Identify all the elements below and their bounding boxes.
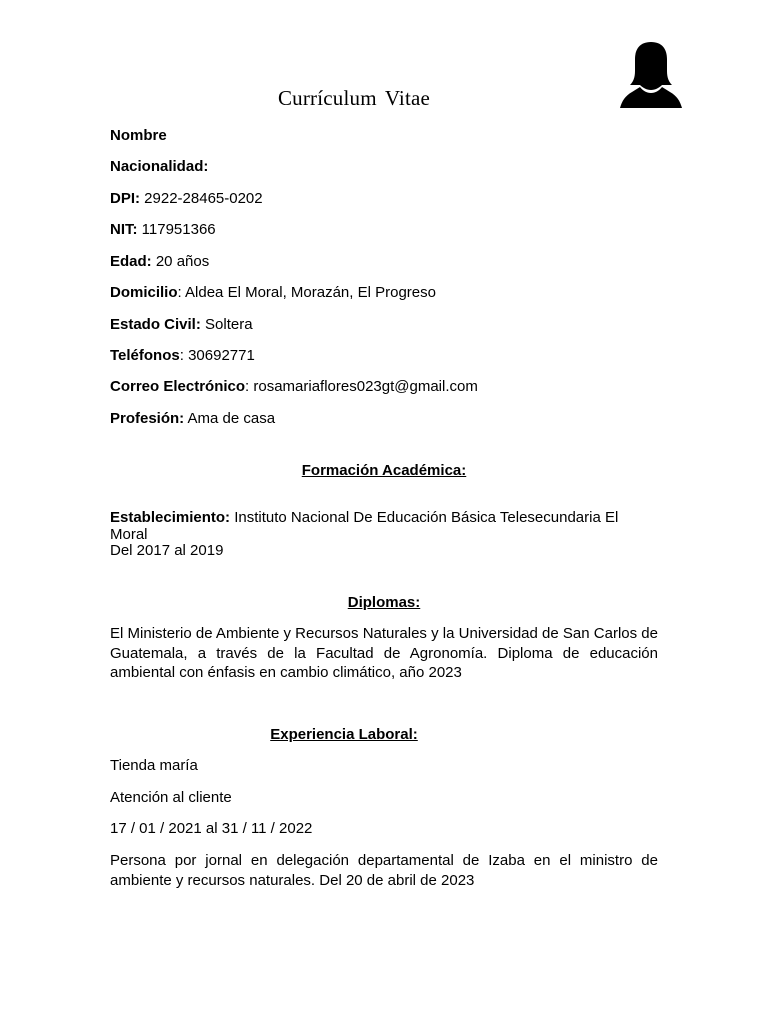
field-label: Establecimiento:: [110, 509, 231, 526]
page-title: Currículum Vitae: [277, 86, 431, 110]
person-silhouette-icon: [618, 40, 684, 110]
field-profesion: [110, 410, 670, 428]
field-label: NIT:: [110, 221, 138, 238]
formacion-period: Del 2017 al 2019: [110, 542, 224, 559]
formacion-entry: [110, 510, 658, 560]
field-value: Aldea El Moral, Morazán, El Progreso: [185, 284, 436, 301]
field-label: Nombre: [110, 127, 167, 144]
field-value: 117951366: [141, 221, 216, 238]
field-label: Teléfonos: [110, 347, 180, 364]
field-value: 2922-28465-0202: [144, 190, 263, 207]
field-estado-civil: [110, 316, 670, 334]
field-dpi: [110, 190, 670, 208]
experiencia-line: 17 / 01 / 2021 al 31 / 11 / 2022: [110, 820, 313, 837]
experiencia-line: Atención al cliente: [110, 789, 232, 806]
field-label: Profesión:: [110, 410, 185, 427]
section-heading-experiencia: Experiencia Laboral:: [270, 726, 418, 743]
field-value: rosamariaflores023gt@gmail.com: [253, 378, 478, 395]
field-label: Nacionalidad:: [110, 158, 209, 175]
field-correo: Correo Electrónico: rosamariaflores023gt@gmail.com: [110, 378, 478, 395]
field-value: Ama de casa: [187, 410, 276, 427]
field-label: Correo Electrónico: [110, 378, 246, 395]
field-value: 20 años: [155, 253, 210, 270]
field-edad: [110, 253, 670, 271]
field-value: Instituto Nacional De Educación Básica Telesecundaria El Moral: [110, 509, 619, 543]
section-heading-formacion: Formación Académica:: [301, 462, 467, 479]
experiencia-text: Persona por jornal en delegación departamental de Izaba en el ministro de ambiente y recursos naturales. Del 20 de abril de 2023: [110, 852, 658, 889]
field-nombre: [110, 127, 670, 145]
field-telefonos: Teléfonos: 30692771: [110, 347, 255, 364]
experiencia-line: Tienda maría: [110, 757, 198, 774]
field-nit: [110, 221, 670, 239]
field-value: 30692771: [188, 347, 255, 364]
diplomas-text: El Ministerio de Ambiente y Recursos Naturales y la Universidad de San Carlos de Guatemala, a través de la Facultad de Agronomía. Diploma de educación ambiental con énfasis en cambio climático, año 2023: [110, 625, 658, 681]
field-nacionalidad: [110, 158, 670, 176]
field-value: Soltera: [205, 316, 253, 333]
field-label: DPI:: [110, 190, 140, 207]
section-heading-diplomas: Diplomas:: [347, 594, 421, 611]
field-label: Edad:: [110, 253, 152, 270]
field-label: Estado Civil:: [110, 316, 201, 333]
field-label: Domicilio: [110, 284, 178, 301]
field-domicilio: Domicilio: Aldea El Moral, Morazán, El Progreso: [110, 284, 436, 301]
